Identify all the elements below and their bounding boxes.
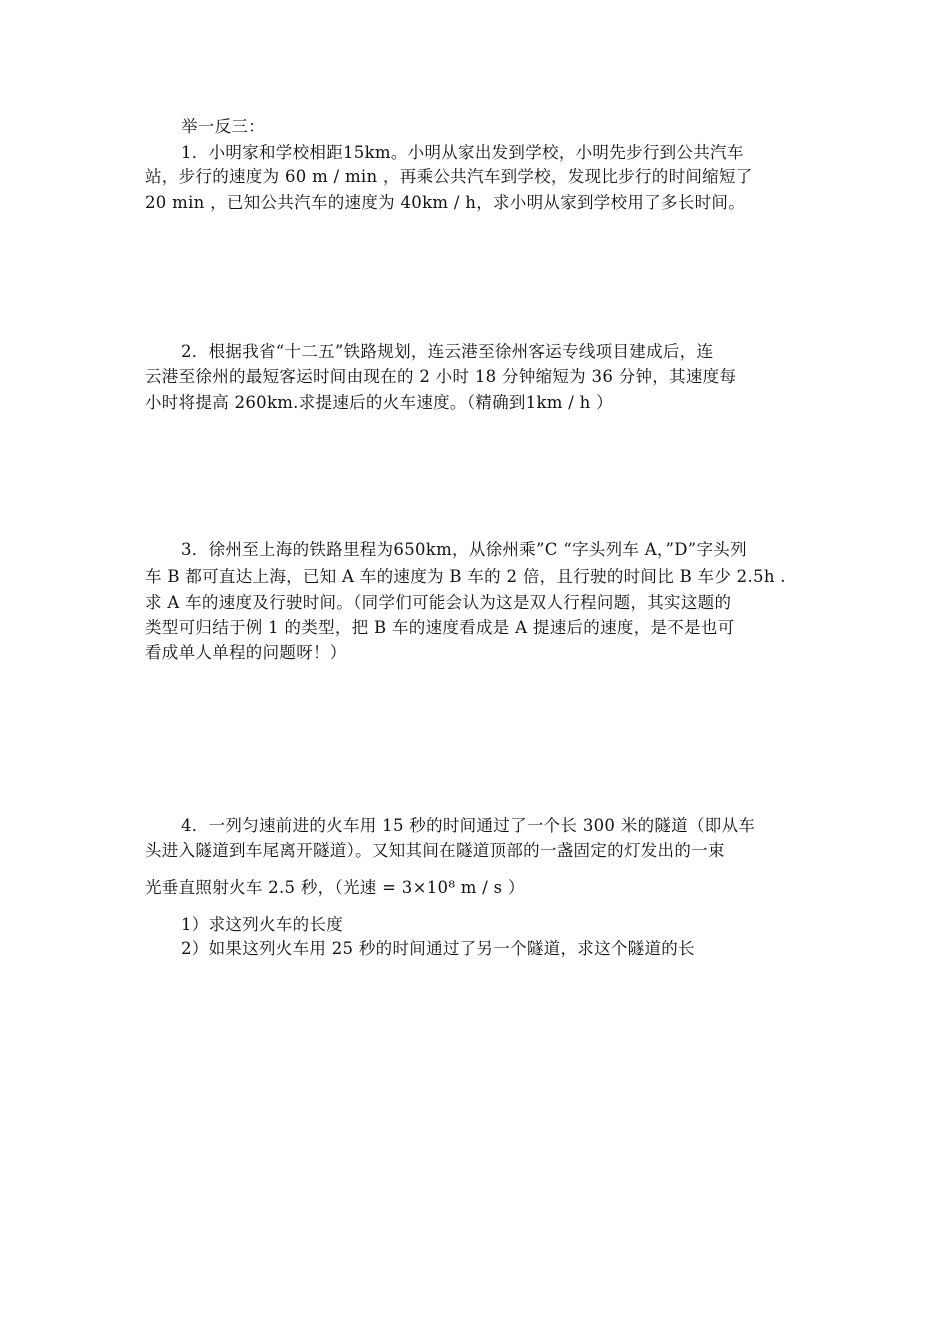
problem2-line1: 2．根据我省“十二五”铁路规划，连云港至徐州客运专线项目建成后，连 <box>181 342 714 361</box>
problem4-line2: 头进入隧道到车尾离开隧道）。又知其间在隧道顶部的一盏固定的灯发出的一束 <box>145 841 725 860</box>
problem3-line4: 类型可归结于例 1 的类型，把 B 车的速度看成是 A 提速后的速度，是不是也可 <box>145 618 735 637</box>
problem2-line2: 云港至徐州的最短客运时间由现在的 2 小时 18 分钟缩短为 36 分钟，其速度每 <box>145 367 737 386</box>
problem3-line3: 求 A 车的速度及行驶时间。（同学们可能会认为这是双人行程问题，其实这题的 <box>145 593 732 612</box>
problem3-line1: 3．徐州至上海的铁路里程为650km，从徐州乘”C “字头列车 A，”D”字头列 <box>181 540 747 559</box>
problem4-subquestion-1: 1）求这列火车的长度 <box>181 915 343 934</box>
problem3-line2: 车 B 都可直达上海，已知 A 车的速度为 B 车的 2 倍，且行驶的时间比 B 车少 2.5h . <box>145 567 786 586</box>
problem1-line3: 20 min ，已知公共汽车的速度为 40km / h，求小明从家到学校用了多长时间。 <box>145 193 745 212</box>
problem4-line1: 4．一列匀速前进的火车用 15 秒的时间通过了一个长 300 米的隧道（即从车 <box>181 816 756 835</box>
problem1-line1: 1．小明家和学校相距15km。小明从家出发到学校，小明先步行到公共汽车 <box>181 143 744 162</box>
problem4-subquestion-2: 2）如果这列火车用 25 秒的时间通过了另一个隧道，求这个隧道的长 <box>181 939 695 958</box>
problem2-line3: 小时将提高 260km.求提速后的火车速度。（精确到1km / h ） <box>145 393 613 412</box>
problem3-line5: 看成单人单程的问题呀！） <box>145 643 347 662</box>
section-heading: 举一反三： <box>181 117 265 136</box>
problem4-line3: 光垂直照射火车 2.5 秒，（光速 = 3×10⁸ m / s ） <box>145 878 525 897</box>
problem1-line2: 站，步行的速度为 60 m / min ，再乘公共汽车到学校，发现比步行的时间缩短了 <box>145 167 753 186</box>
